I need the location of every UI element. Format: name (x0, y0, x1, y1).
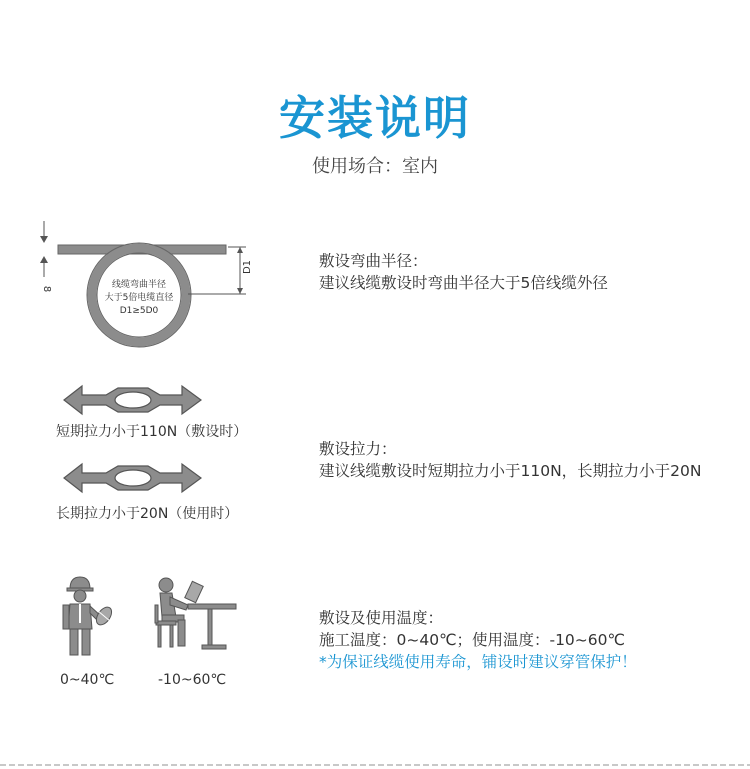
ring-label-3: D1≥5D0 (119, 306, 159, 316)
temp-heading: 敷设及使用温度： (319, 609, 444, 627)
worker-icon (58, 575, 116, 660)
temp-note: *为保证线缆使用寿命，铺设时建议穿管保护！ (319, 653, 637, 671)
d1-label: D1 (242, 259, 253, 275)
ring-label-1: 线缆弯曲半径 (111, 280, 167, 290)
short-tension-arrow-icon (62, 382, 204, 418)
long-tension-arrow-icon (62, 460, 204, 496)
ring-label-2: 大于5倍电缆直径 (104, 293, 174, 303)
cable-bend-diagram (28, 215, 268, 355)
d0-label: 8 (41, 285, 52, 293)
bend-description (319, 250, 608, 294)
bend-text: 建议线缆敷设时弯曲半径大于5倍线缆外径 (319, 274, 608, 292)
bend-heading: 敷设弯曲半径： (319, 252, 428, 270)
temp-description (319, 607, 637, 673)
tension-description (319, 438, 702, 482)
short-tension-caption: 短期拉力小于110N（敷设时） (56, 424, 248, 440)
bottom-divider (0, 764, 750, 766)
use-temp-caption: -10~60℃ (158, 672, 227, 688)
temp-text: 施工温度：0~40℃；使用温度：-10~60℃ (319, 631, 625, 649)
long-tension-caption: 长期拉力小于20N（使用时） (56, 506, 239, 522)
page-title: 安装说明 (279, 91, 471, 145)
page-subtitle: 使用场合：室内 (312, 156, 438, 177)
tension-heading: 敷设拉力： (319, 440, 397, 458)
install-temp-caption: 0~40℃ (60, 672, 115, 688)
tension-text: 建议线缆敷设时短期拉力小于110N，长期拉力小于20N (319, 462, 702, 480)
office-worker-icon (152, 575, 242, 653)
